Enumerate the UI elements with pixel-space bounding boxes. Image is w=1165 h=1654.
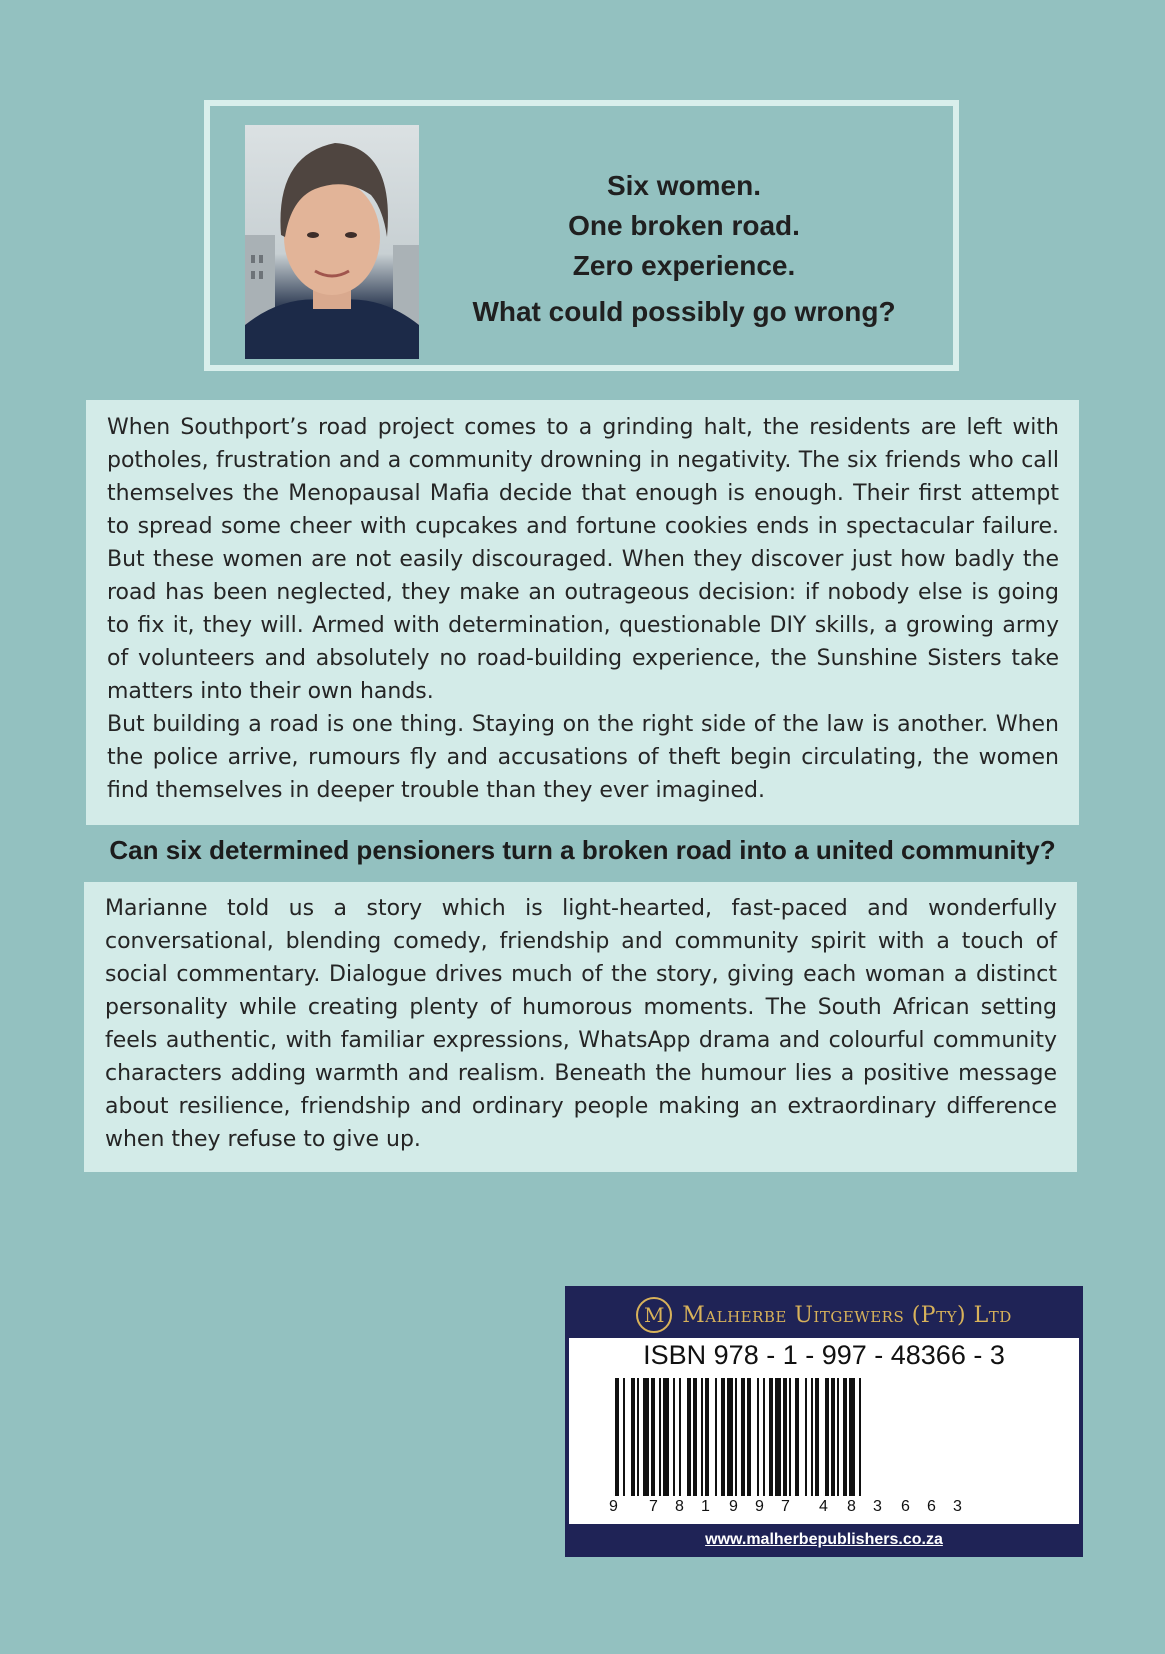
barcode-bar xyxy=(757,1378,759,1496)
synopsis-paragraph: When Southport’s road project comes to a grinding halt, the residents are left with potholes, frustration and a community drowning in negativity. The six friends who call themselves the Menopausal Mafia decide that enough is enough. Their first attempt to spread some cheer with cupcakes and fortune cookies ends in spectacular failure. But these women are not easily discouraged. When they discover just how badly the road has been neglected, they make an outrageous decision: if nobody else is going to fix it, they will. Armed with determination, questionable DIY skills, a growing army of volunteers and absolutely no road-building experience, the Sunshine Sisters take matters into their own hands. xyxy=(107,415,1059,704)
tagline-panel xyxy=(204,100,959,371)
author-portrait-image xyxy=(245,125,419,359)
barcode-bar xyxy=(811,1378,813,1496)
barcode-bar xyxy=(795,1378,799,1496)
barcode-digit: 9 xyxy=(729,1498,738,1515)
barcode-bar xyxy=(693,1378,697,1496)
barcode-bars xyxy=(615,1378,1015,1496)
tagline-line: Six women. xyxy=(606,170,762,201)
publisher-barcode-panel xyxy=(565,1286,1083,1557)
barcode-bar xyxy=(837,1378,839,1496)
barcode-digit: 3 xyxy=(953,1498,962,1515)
barcode-bar xyxy=(615,1378,619,1496)
barcode-bar xyxy=(701,1378,703,1496)
barcode-digit: 3 xyxy=(873,1498,882,1515)
barcode-digit: 4 xyxy=(819,1498,828,1515)
hook-question: Can six determined pensioners turn a broken road into a united community? xyxy=(109,835,1056,865)
barcode-digit: 8 xyxy=(847,1498,856,1515)
publisher-website-link[interactable]: www.malherbepublishers.co.za xyxy=(705,1531,943,1548)
barcode-bar xyxy=(831,1378,835,1496)
barcode-bar xyxy=(849,1378,855,1496)
barcode-digit: 6 xyxy=(901,1498,910,1515)
barcode-digit: 6 xyxy=(927,1498,936,1515)
barcode-bar xyxy=(775,1378,781,1496)
barcode-bar xyxy=(687,1378,691,1496)
synopsis-box xyxy=(86,400,1079,825)
barcode-bar xyxy=(715,1378,717,1496)
barcode-bar xyxy=(763,1378,765,1496)
barcode-bar xyxy=(741,1378,745,1496)
barcode-area xyxy=(569,1338,1079,1524)
barcode-bar xyxy=(815,1378,819,1496)
barcode-bar xyxy=(769,1378,773,1496)
barcode-digits xyxy=(609,1498,1019,1520)
barcode-bar xyxy=(631,1378,635,1496)
barcode-digit: 9 xyxy=(755,1498,764,1515)
barcode-bar xyxy=(721,1378,725,1496)
barcode-bar xyxy=(789,1378,791,1496)
tagline-line: What could possibly go wrong? xyxy=(472,296,896,327)
tagline xyxy=(435,166,933,332)
isbn-label: ISBN 978 - 1 - 997 - 48366 - 3 xyxy=(643,1340,1005,1370)
barcode-bar xyxy=(843,1378,847,1496)
barcode-bar xyxy=(663,1378,669,1496)
review-text: Marianne told us a story which is light-hearted, fast-paced and wonderfully conversational, blending comedy, friendship and community spirit with a touch of social commentary. Dialogue drives much of the story, giving each woman a distinct personality while creating plenty of humorous moments. The South African setting feels authentic, with familiar expressions, WhatsApp drama and colourful community characters adding warmth and realism. Beneath the humour lies a positive message about resilience, friendship and ordinary people making an extraordinary difference when they refuse to give up. xyxy=(105,896,1057,1152)
barcode-bar xyxy=(747,1378,751,1496)
barcode-bar xyxy=(805,1378,807,1496)
tagline-line: One broken road. xyxy=(568,210,800,241)
barcode-bar xyxy=(659,1378,661,1496)
barcode-digit: 7 xyxy=(781,1498,790,1515)
barcode-bar xyxy=(637,1378,639,1496)
barcode-bar xyxy=(705,1378,709,1496)
barcode-bar xyxy=(673,1378,675,1496)
barcode-bar xyxy=(727,1378,733,1496)
publisher-header xyxy=(565,1296,1083,1334)
review-box xyxy=(84,882,1077,1172)
barcode-bar xyxy=(679,1378,681,1496)
barcode-digit: 8 xyxy=(675,1498,684,1515)
barcode-bar xyxy=(783,1378,787,1496)
publisher-name: Malherbe Uitgewers (Pty) Ltd xyxy=(682,1302,1012,1328)
publisher-logo-icon: M xyxy=(636,1297,672,1333)
tagline-line: Zero experience. xyxy=(572,250,796,281)
barcode-bar xyxy=(735,1378,737,1496)
barcode-bar xyxy=(825,1378,829,1496)
barcode-digit: 7 xyxy=(649,1498,658,1515)
barcode-bar xyxy=(651,1378,655,1496)
barcode-digit: 9 xyxy=(609,1498,618,1515)
barcode-bar xyxy=(643,1378,649,1496)
author-photo xyxy=(245,125,419,359)
barcode-bar xyxy=(859,1378,861,1496)
synopsis-paragraph: But building a road is one thing. Staying on the right side of the law is another. When the police arrive, rumours fly and accusations of theft begin circulating, the women find themselves in deeper trouble than they ever imagined. xyxy=(107,712,1059,803)
barcode-bar xyxy=(623,1378,625,1496)
barcode-digit: 1 xyxy=(701,1498,710,1515)
